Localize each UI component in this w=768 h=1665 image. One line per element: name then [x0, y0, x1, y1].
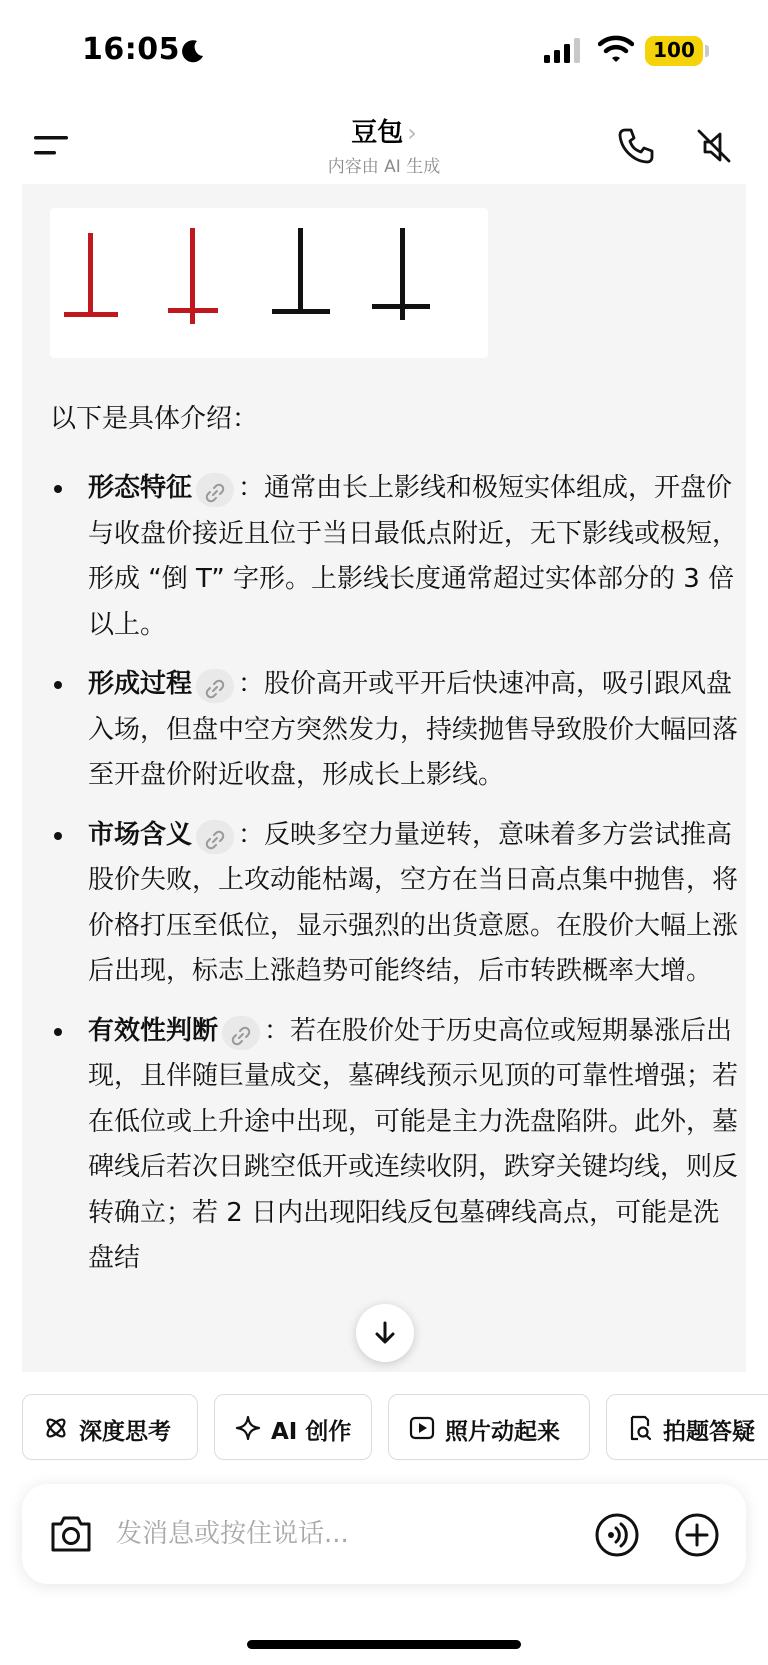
status-bar — [0, 0, 768, 104]
black-candle-1 — [272, 228, 330, 314]
intro-text: 以下是具体介绍： — [50, 404, 259, 434]
chip-label: 深度思考 — [79, 1419, 171, 1445]
message-input[interactable] — [116, 1514, 546, 1554]
feature-list — [50, 466, 740, 1296]
red-candle-1 — [64, 233, 118, 317]
sparkle-icon — [235, 1415, 261, 1441]
bullet — [54, 485, 62, 493]
scroll-to-bottom-button[interactable] — [356, 1304, 414, 1362]
chip-label: 照片动起来 — [445, 1419, 560, 1445]
battery-level: 100 — [653, 38, 695, 62]
item-text: ：若在股价处于历史高位或短期暴涨后出现，且伴随巨量成交，墓碑线预示见顶的可靠性增强；若在低位或上升途中出现，可能是主力洗盘陷阱。此外，墓碑线后若次日跳空低开或连续收阴，跌穿关键均线，则反转确立；若 2 日内出现阳线反包墓碑线高点，可能是洗盘结 — [88, 1015, 739, 1273]
item-title: 形态特征 — [88, 473, 193, 503]
chip-label: AI 创作 — [271, 1419, 352, 1445]
bullet — [54, 832, 62, 840]
battery-cap — [705, 45, 709, 57]
list-item — [50, 662, 740, 799]
gravestone-candlestick-image — [50, 208, 488, 358]
list-item — [50, 466, 740, 648]
ai-create-chip[interactable] — [214, 1394, 372, 1460]
phone-icon[interactable] — [616, 126, 656, 166]
candlestick-illustration — [50, 208, 488, 358]
bullet — [54, 681, 62, 689]
link-icon[interactable] — [196, 669, 234, 703]
item-text: ：反映多空力量逆转，意味着多方尝试推高股价失败，上攻动能枯竭，空方在当日高点集中抛售，将价格打压至低位，显示强烈的出货意愿。在股价大幅上涨后出现，标志上涨趋势可能终结，后市转跌概率大增。 — [88, 819, 739, 986]
link-icon[interactable] — [222, 1016, 260, 1050]
camera-icon[interactable] — [48, 1512, 94, 1556]
item-title: 有效性判断 — [88, 1015, 219, 1046]
chat-header — [0, 104, 768, 184]
link-icon[interactable] — [196, 820, 234, 854]
home-indicator — [247, 1640, 521, 1649]
link-icon[interactable] — [196, 473, 234, 507]
message-composer — [22, 1484, 746, 1584]
wifi-icon — [598, 34, 634, 64]
bot-name-label: 豆包 — [351, 118, 404, 148]
ai-disclaimer: 内容由 AI 生成 — [327, 157, 441, 177]
arrow-down-icon — [371, 1319, 399, 1347]
chat-content[interactable] — [22, 184, 746, 1372]
speaker-mute-icon[interactable] — [694, 126, 734, 166]
black-candle-2 — [372, 228, 430, 320]
item-title: 形成过程 — [88, 669, 193, 699]
status-time: 16:05 — [82, 32, 180, 67]
cellular-signal-icon — [544, 38, 584, 64]
bullet — [54, 1028, 62, 1036]
item-title: 市场含义 — [88, 819, 193, 850]
search-document-icon — [627, 1415, 653, 1441]
play-icon — [409, 1415, 435, 1441]
add-icon[interactable] — [674, 1512, 720, 1558]
list-item — [50, 1009, 740, 1282]
animate-photo-chip[interactable] — [388, 1394, 590, 1460]
chip-label: 拍题答疑 — [663, 1419, 755, 1445]
quick-action-bar[interactable] — [0, 1372, 768, 1472]
chevron-right-icon: › — [407, 119, 417, 147]
red-candle-2 — [168, 228, 218, 324]
voice-call-icon[interactable] — [594, 1512, 640, 1558]
item-text: ：股价高开或平开后快速冲高，吸引跟风盘入场，但盘中空方突然发力，持续抛售导致股价大幅回落至开盘价附近收盘，形成长上影线。 — [88, 669, 739, 790]
moon-icon — [180, 38, 206, 64]
atom-icon — [43, 1415, 69, 1441]
item-text: ：通常由长上影线和极短实体组成，开盘价与收盘价接近且位于当日最低点附近，无下影线或极短，形成 “倒 T” 字形。上影线长度通常超过实体部分的 3 倍以上。 — [88, 473, 739, 640]
list-item — [50, 813, 740, 995]
photo-question-chip[interactable] — [606, 1394, 768, 1460]
deep-think-chip[interactable] — [22, 1394, 198, 1460]
battery-indicator — [645, 36, 703, 66]
